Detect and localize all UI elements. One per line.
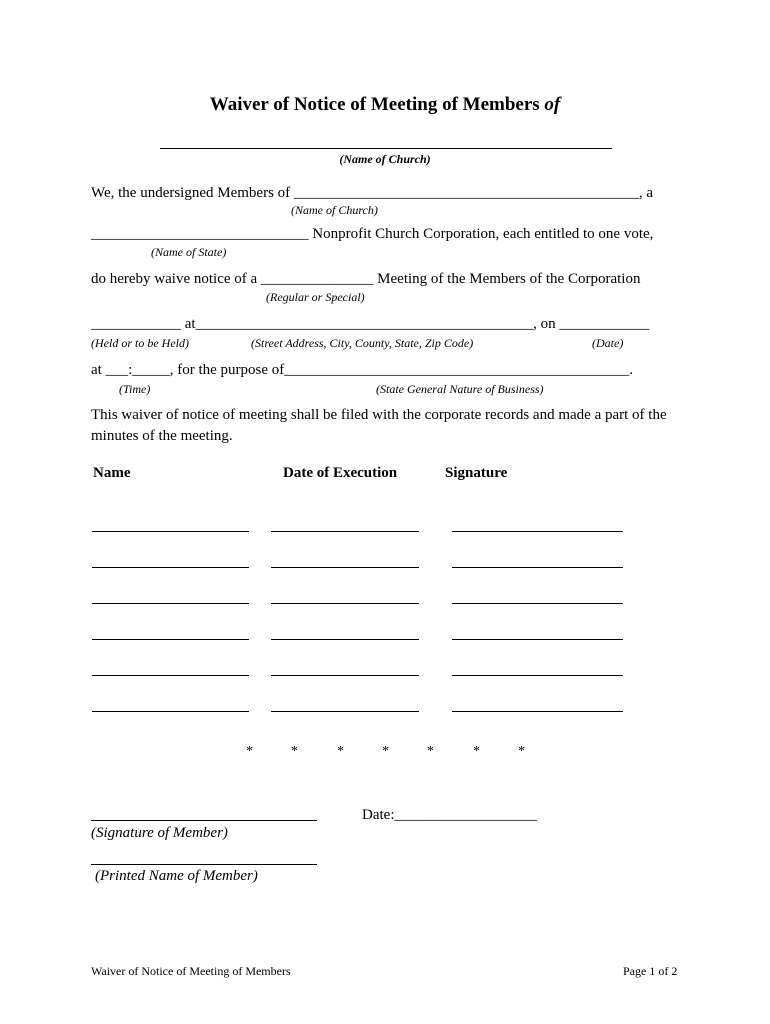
separator-star: * [473,744,480,759]
state-caption: (Name of State) [151,245,227,259]
date-of-execution-blank-line[interactable] [271,675,419,676]
date-field[interactable]: Date:___________________ [362,807,537,823]
purpose-line: at ___:_____, for the purpose of______________________________________________. [91,362,634,378]
title-main: Waiver of Notice of Meeting of Members [209,94,545,115]
printed-name-caption: (Printed Name of Member) [95,868,258,884]
signature-caption: (Signature of Member) [91,825,228,841]
separator-star: * [382,744,389,759]
separator-star: * [427,744,434,759]
members-of-caption: (Name of Church) [291,203,378,217]
name-blank-line[interactable] [92,567,249,568]
member-signature-line[interactable] [91,820,317,821]
separator-star: * [518,744,525,759]
title-italic: of [544,94,561,115]
separator-star: * [337,744,344,759]
footer-title: Waiver of Notice of Meeting of Members [91,964,291,978]
date-caption: (Date) [592,336,624,350]
header-date-of-execution: Date of Execution [283,465,398,481]
printed-name-line[interactable] [91,864,317,865]
state-line: _____________________________ Nonprofit Church Corporation, each entitled to one vote, [91,226,654,242]
time-caption: (Time) [119,382,151,396]
separator-star: * [246,744,253,759]
church-name-caption: (Name of Church) [339,152,431,166]
meeting-type-line: do hereby waive notice of a _______________ Meeting of the Members of the Corporation [91,271,641,287]
held-caption: (Held or to be Held) [91,336,189,350]
separator-star: * [291,744,298,759]
document-title [0,94,770,116]
members-of-line: We, the undersigned Members of ______________________________________________, a [91,185,654,201]
name-blank-line[interactable] [92,675,249,676]
meeting-type-caption: (Regular or Special) [266,290,365,304]
date-of-execution-blank-line[interactable] [271,567,419,568]
signature-blank-line[interactable] [452,603,623,604]
signature-blank-line[interactable] [452,567,623,568]
location-line: ____________ at_____________________________________________, on ____________ [91,316,650,332]
name-blank-line[interactable] [92,531,249,532]
church-name-line[interactable] [160,148,612,149]
name-blank-line[interactable] [92,603,249,604]
filing-statement-line2: minutes of the meeting. [91,428,233,444]
signature-blank-line[interactable] [452,531,623,532]
date-of-execution-blank-line[interactable] [271,603,419,604]
filing-statement-line1: This waiver of notice of meeting shall be filed with the corporate records and made a part of the [91,407,667,423]
business-caption: (State General Nature of Business) [376,382,544,396]
page-number: Page 1 of 2 [623,964,678,978]
signature-blank-line[interactable] [452,639,623,640]
name-blank-line[interactable] [92,639,249,640]
name-blank-line[interactable] [92,711,249,712]
address-caption: (Street Address, City, County, State, Zip Code) [251,336,474,350]
date-of-execution-blank-line[interactable] [271,639,419,640]
date-of-execution-blank-line[interactable] [271,711,419,712]
signature-blank-line[interactable] [452,711,623,712]
header-signature: Signature [445,465,508,481]
date-of-execution-blank-line[interactable] [271,531,419,532]
signature-blank-line[interactable] [452,675,623,676]
header-name: Name [93,465,131,481]
